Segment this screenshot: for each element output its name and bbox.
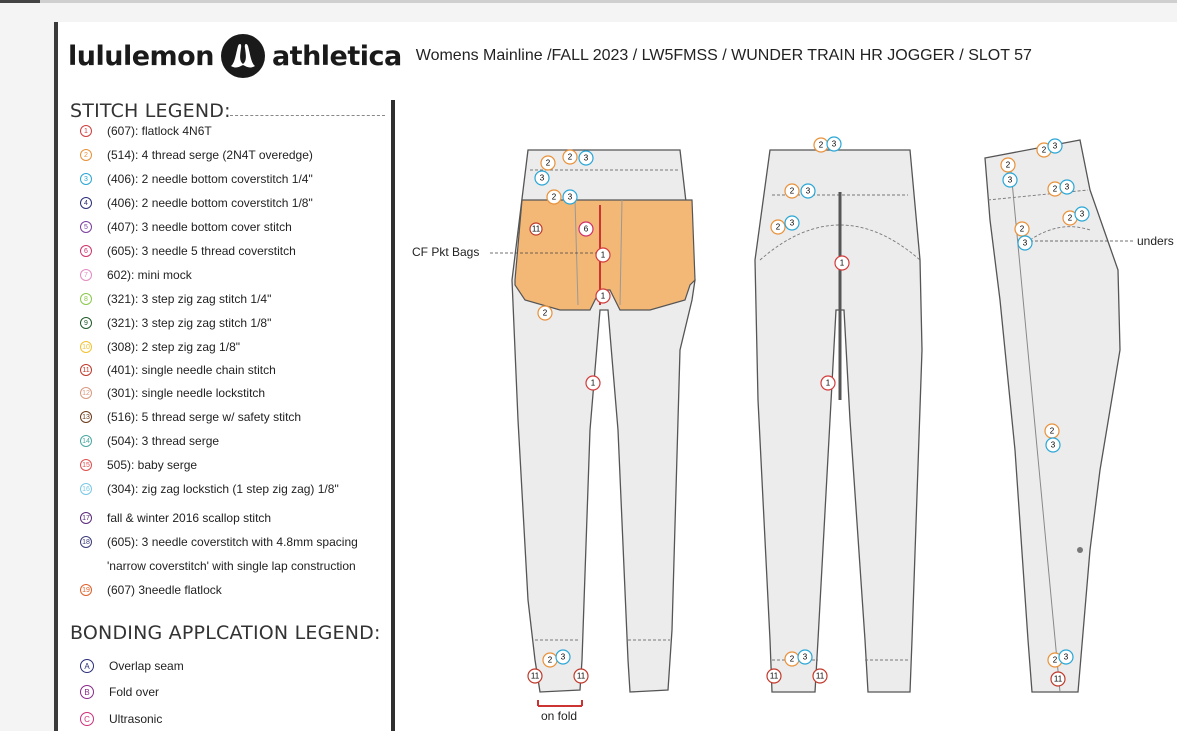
stitch-legend-text: (514): 4 thread serge (2N4T overedge) bbox=[107, 148, 313, 162]
bonding-letter-badge: B bbox=[80, 685, 94, 699]
callout-1: 1 bbox=[590, 378, 596, 388]
stitch-number-badge: 1 bbox=[80, 125, 92, 137]
stitch-legend-text: (321): 3 step zig zag stitch 1/4" bbox=[107, 292, 272, 306]
column-divider bbox=[391, 100, 395, 731]
callout-1: 1 bbox=[825, 378, 831, 388]
callout-1: 1 bbox=[600, 250, 606, 260]
stitch-number-badge: 16 bbox=[80, 483, 92, 495]
callout-2: 2 bbox=[545, 158, 551, 168]
bonding-legend-item bbox=[80, 659, 184, 673]
callout-3: 3 bbox=[560, 652, 566, 662]
callout-11: 11 bbox=[530, 671, 540, 681]
stitch-legend-text: (504): 3 thread serge bbox=[107, 434, 220, 448]
side-view bbox=[985, 140, 1120, 692]
callout-11: 11 bbox=[1053, 674, 1063, 684]
stitch-legend-text: (607): flatlock 4N6T bbox=[107, 124, 212, 138]
callout-11: 11 bbox=[769, 671, 779, 681]
stitch-number-badge: 5 bbox=[80, 221, 92, 233]
callout-2: 2 bbox=[1019, 224, 1025, 234]
stitch-legend-text: (401): single needle chain stitch bbox=[107, 363, 276, 377]
stitch-legend-item bbox=[80, 482, 339, 496]
callout-3: 3 bbox=[831, 139, 837, 149]
stitch-number-badge: 11 bbox=[80, 364, 92, 376]
callout-1: 1 bbox=[839, 258, 845, 268]
callout-2: 2 bbox=[1005, 160, 1011, 170]
callout-11: 11 bbox=[531, 224, 541, 234]
stitch-number-badge: 9 bbox=[80, 317, 92, 329]
stitch-legend-item bbox=[80, 172, 313, 186]
callout-6: 6 bbox=[583, 224, 589, 234]
stitch-number-badge: 2 bbox=[80, 149, 92, 161]
stitch-number-badge: 19 bbox=[80, 584, 92, 596]
stitch-legend-item bbox=[80, 458, 197, 472]
stitch-legend-text: (516): 5 thread serge w/ safety stitch bbox=[107, 410, 302, 424]
callout-2: 2 bbox=[1049, 426, 1055, 436]
stitch-legend-item bbox=[80, 583, 222, 597]
callout-2: 2 bbox=[789, 654, 795, 664]
callout-11: 11 bbox=[576, 671, 586, 681]
brand-wordmark-right: athletica bbox=[271, 40, 402, 72]
stitch-legend-item bbox=[80, 559, 356, 573]
stitch-legend-text: (301): single needle lockstitch bbox=[107, 386, 266, 400]
on-fold-label: on fold bbox=[541, 709, 578, 723]
stitch-legend-item bbox=[80, 148, 313, 162]
callout-3: 3 bbox=[1079, 209, 1085, 219]
stitch-legend-text: (308): 2 step zig zag 1/8" bbox=[107, 340, 241, 354]
stitch-legend-text: 'narrow coverstitch' with single lap construction bbox=[107, 559, 356, 573]
stitch-legend-item bbox=[80, 511, 271, 525]
stitch-legend-text: (407): 3 needle bottom cover stitch bbox=[107, 220, 292, 234]
stitch-legend-text: (607) 3needle flatlock bbox=[107, 583, 222, 597]
legend-title-rule bbox=[230, 115, 385, 116]
bonding-legend-text: Overlap seam bbox=[109, 659, 184, 673]
stitch-legend-item bbox=[80, 316, 271, 330]
bonding-legend-item bbox=[80, 712, 162, 726]
callout-2: 2 bbox=[818, 140, 824, 150]
callout-2: 2 bbox=[551, 192, 557, 202]
tech-pack-header bbox=[68, 30, 1032, 82]
callout-3: 3 bbox=[1064, 182, 1070, 192]
bonding-legend-text: Ultrasonic bbox=[109, 712, 163, 726]
stitch-legend-item bbox=[80, 220, 292, 234]
bonding-legend-item bbox=[80, 685, 159, 699]
stitch-legend-text: 505): baby serge bbox=[107, 458, 198, 472]
callout-3: 3 bbox=[583, 153, 589, 163]
callout-2: 2 bbox=[789, 186, 795, 196]
stitch-number-badge: 7 bbox=[80, 269, 92, 281]
stitch-legend-text: 602): mini mock bbox=[107, 268, 192, 282]
stitch-number-badge: 17 bbox=[80, 512, 92, 524]
stitch-number-badge: 6 bbox=[80, 245, 92, 257]
callout-2: 2 bbox=[1052, 655, 1058, 665]
stitch-legend-item bbox=[80, 244, 296, 258]
bonding-letter-badge: A bbox=[80, 659, 94, 673]
callout-2: 2 bbox=[1052, 184, 1058, 194]
stitch-legend-item bbox=[80, 268, 192, 282]
callout-2: 2 bbox=[547, 655, 553, 665]
bonding-letter-badge: C bbox=[80, 712, 94, 726]
stitch-number-badge: 18 bbox=[80, 536, 92, 548]
stitch-legend-item bbox=[80, 292, 271, 306]
callout-3: 3 bbox=[1022, 238, 1028, 248]
stitch-legend-item bbox=[80, 196, 313, 210]
stitch-legend-text: (321): 3 step zig zag stitch 1/8" bbox=[107, 316, 272, 330]
callout-2: 2 bbox=[567, 152, 573, 162]
stitch-legend-text: fall & winter 2016 scallop stitch bbox=[107, 511, 272, 525]
stitch-legend-item bbox=[80, 410, 301, 424]
stitch-legend-text: (605): 3 needle coverstitch with 4.8mm spacing bbox=[107, 535, 358, 549]
stitch-number-badge: 15 bbox=[80, 459, 92, 471]
callout-3: 3 bbox=[805, 186, 811, 196]
stitch-legend-text: (406): 2 needle bottom coverstitch 1/8" bbox=[107, 196, 313, 210]
callout-3: 3 bbox=[1063, 652, 1069, 662]
stitch-number-badge: 8 bbox=[80, 293, 92, 305]
stitch-legend-item bbox=[80, 340, 240, 354]
stitch-legend-item bbox=[80, 535, 358, 549]
underside-label: unders bbox=[1137, 234, 1174, 248]
stitch-number-badge bbox=[80, 560, 92, 572]
stitch-legend-text: (605): 3 needle 5 thread coverstitch bbox=[107, 244, 296, 258]
bonding-legend-title: BONDING APPLCATION LEGEND: bbox=[70, 622, 381, 644]
callout-3: 3 bbox=[567, 192, 573, 202]
style-breadcrumb: Womens Mainline /FALL 2023 / LW5FMSS / WUNDER TRAIN HR JOGGER / SLOT 57 bbox=[415, 47, 1032, 64]
stitch-legend-item bbox=[80, 434, 219, 448]
stitch-number-badge: 14 bbox=[80, 435, 92, 447]
brand-wordmark-left: lululemon bbox=[68, 40, 214, 72]
callout-3: 3 bbox=[802, 652, 808, 662]
stitch-number-badge: 10 bbox=[80, 341, 92, 353]
stitch-number-badge: 13 bbox=[80, 411, 92, 423]
callout-11: 11 bbox=[815, 671, 825, 681]
stitch-legend-title: STITCH LEGEND: bbox=[70, 100, 231, 122]
callout-2: 2 bbox=[542, 308, 548, 318]
callout-1: 1 bbox=[600, 291, 606, 301]
stitch-legend-item bbox=[80, 386, 265, 400]
callout-3: 3 bbox=[1050, 440, 1056, 450]
stitch-number-badge: 12 bbox=[80, 387, 92, 399]
window-top-bar-tab bbox=[0, 0, 40, 3]
stitch-number-badge: 3 bbox=[80, 173, 92, 185]
callout-2: 2 bbox=[1067, 213, 1073, 223]
stitch-legend-item bbox=[80, 363, 276, 377]
callout-3: 3 bbox=[539, 173, 545, 183]
callout-2: 2 bbox=[775, 222, 781, 232]
window-top-bar bbox=[0, 0, 1177, 3]
lululemon-logo-icon bbox=[220, 33, 266, 79]
bonding-legend-text: Fold over bbox=[109, 685, 160, 699]
callout-2: 2 bbox=[1041, 145, 1047, 155]
stitch-legend-text: (406): 2 needle bottom coverstitch 1/4" bbox=[107, 172, 313, 186]
callout-3: 3 bbox=[1007, 175, 1013, 185]
jogger-flat-sketch bbox=[400, 100, 1177, 731]
cf-pkt-bags-label: CF Pkt Bags bbox=[412, 245, 480, 259]
stitch-legend-text: (304): zig zag lockstich (1 step zig zag) 1/8" bbox=[107, 482, 339, 496]
callout-3: 3 bbox=[1052, 141, 1058, 151]
stitch-number-badge: 4 bbox=[80, 197, 92, 209]
stitch-legend-item bbox=[80, 124, 212, 138]
callout-3: 3 bbox=[789, 218, 795, 228]
